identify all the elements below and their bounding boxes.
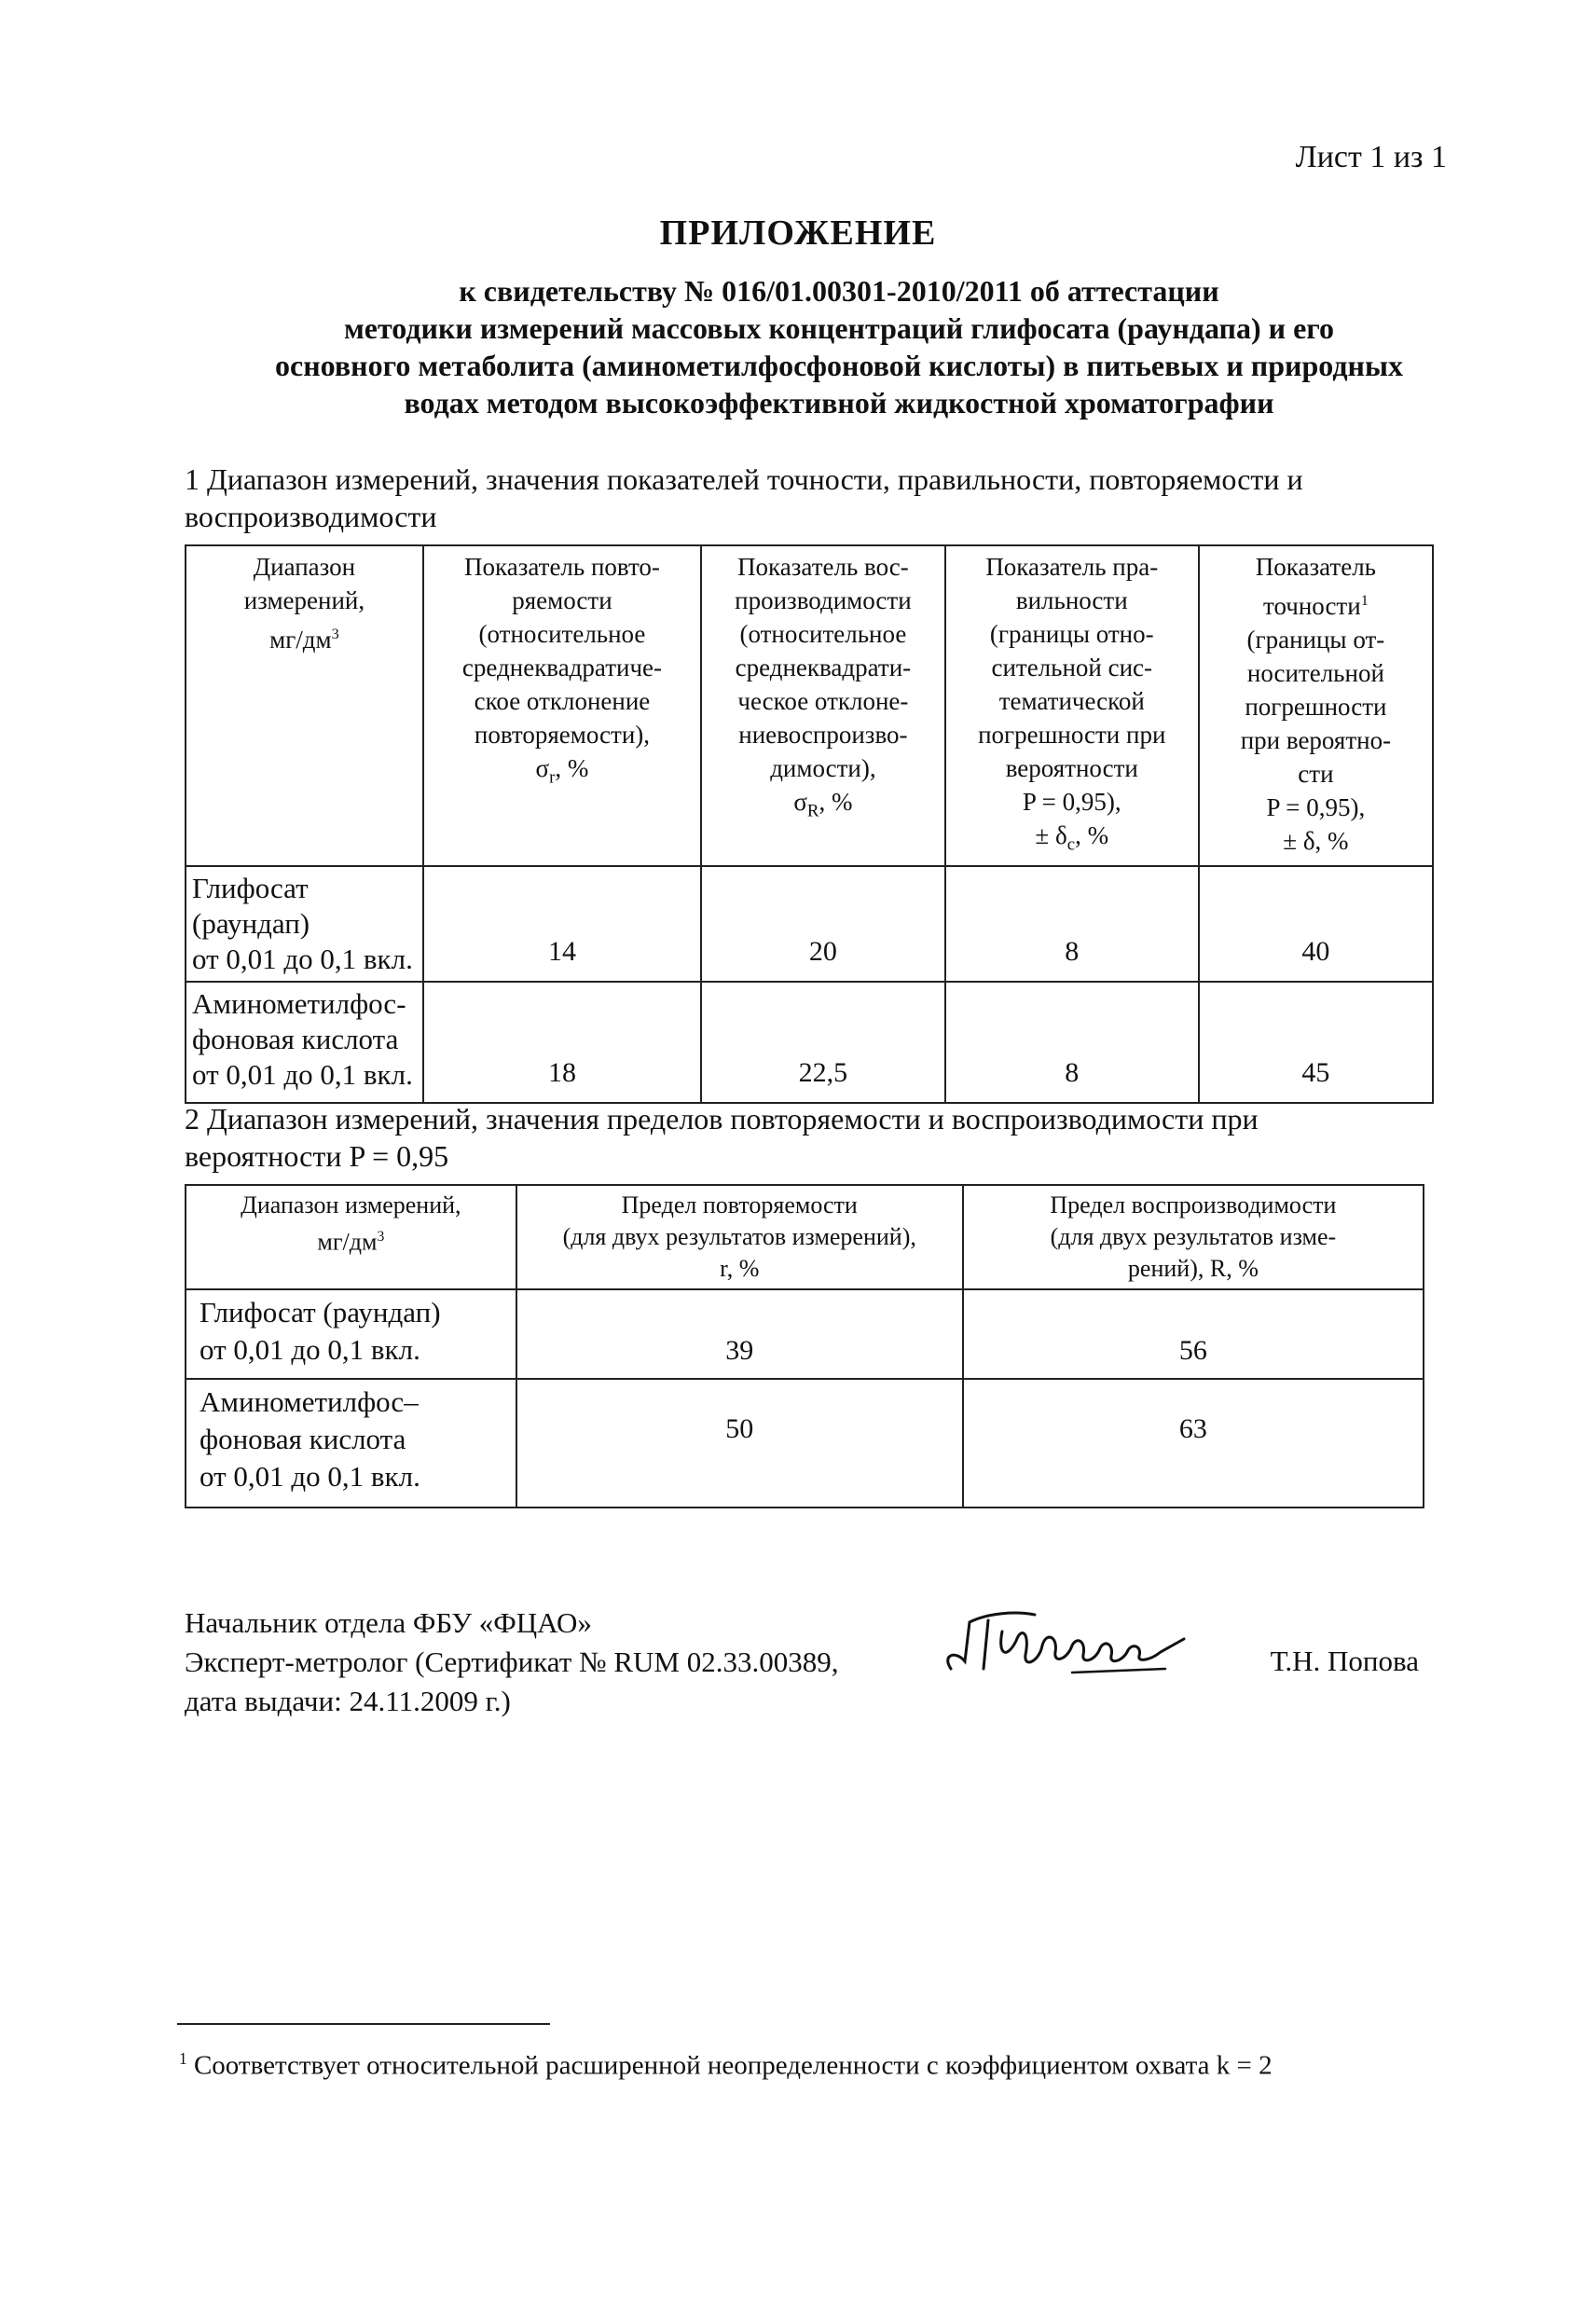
header-line: ниевоспроизво- <box>738 721 908 749</box>
header-sub: R <box>806 801 819 821</box>
value-cell: 39 <box>516 1289 963 1379</box>
header-sup: 3 <box>377 1229 385 1245</box>
header-line: вильности <box>1015 586 1128 614</box>
handwritten-signature <box>932 1604 1193 1692</box>
value-cell: 8 <box>945 866 1199 982</box>
header-line: Показатель вос- <box>737 553 909 581</box>
header-line: повторяемости), <box>474 721 651 749</box>
header-repeatability <box>423 545 701 866</box>
signature-drawing <box>932 1604 1193 1687</box>
value-cell: 63 <box>963 1379 1424 1508</box>
header-line: Предел повторяемости <box>621 1191 858 1218</box>
header-line: ческое отклоне- <box>737 687 909 715</box>
range-cell <box>186 1289 516 1379</box>
value-cell: 20 <box>701 866 945 982</box>
range-line: от 0,01 до 0,1 вкл. <box>200 1460 420 1493</box>
value-cell: 56 <box>963 1289 1424 1379</box>
limits-table <box>185 1184 1424 1508</box>
header-suffix: , % <box>1075 821 1109 849</box>
header-line: Диапазон измерений, <box>243 553 365 614</box>
signatory-name: Т.Н. Попова <box>1270 1645 1419 1677</box>
header-symbol: σ <box>793 788 807 816</box>
header-line: (относительное <box>739 620 907 648</box>
header-line: среднеквадратиче- <box>461 654 663 682</box>
range-line: фоновая кислота <box>192 1023 399 1056</box>
range-line: от 0,01 до 0,1 вкл. <box>200 1333 420 1366</box>
header-text: мг/дм <box>269 626 332 654</box>
table-row <box>186 1379 1424 1508</box>
header-line: вероятности <box>1005 754 1138 782</box>
header-line: (для двух результатов измерений), <box>562 1223 916 1250</box>
table-header-row <box>186 1185 1424 1289</box>
table-header-row <box>186 545 1433 866</box>
range-line: Аминометилфос- <box>192 987 406 1021</box>
header-line: погрешности при <box>978 721 1166 749</box>
header-line: r, % <box>720 1255 760 1282</box>
accuracy-table <box>185 544 1434 1104</box>
range-line: Глифосат (раундап) <box>192 872 310 941</box>
range-line: от 0,01 до 0,1 вкл. <box>192 1058 413 1092</box>
header-line: P = 0,95), <box>1022 788 1121 816</box>
footnote-text: Соответствует относительной расширенной неопределенности с коэффициентом охвата k = 2 <box>193 2050 1273 2081</box>
value-cell: 40 <box>1199 866 1433 982</box>
section2-heading-line: 2 Диапазон измерений, значения пределов повторяемости и воспроизводимости при <box>185 1102 1259 1136</box>
header-line: при вероятно- <box>1240 726 1392 754</box>
footnote-ref: 1 <box>1360 592 1369 609</box>
header-line <box>430 751 695 794</box>
value-cell: 18 <box>423 982 701 1103</box>
table-row <box>186 1289 1424 1379</box>
range-line: от 0,01 до 0,1 вкл. <box>192 943 413 976</box>
section2-heading-line: вероятности P = 0,95 <box>185 1139 449 1173</box>
value-cell: 14 <box>423 866 701 982</box>
header-text: мг/дм <box>317 1228 378 1256</box>
header-line: (для двух результатов изме- <box>1050 1223 1337 1250</box>
header-trueness <box>945 545 1199 866</box>
signatory-block <box>185 1604 839 1721</box>
signatory-line: Начальник отдела ФБУ «ФЦАО» <box>185 1606 592 1639</box>
header-line: (границы отно- <box>989 620 1154 648</box>
header-suffix: , % <box>819 788 853 816</box>
table-row <box>186 866 1433 982</box>
header-suffix: , % <box>555 754 589 782</box>
footnote-marker: 1 <box>179 2049 187 2068</box>
range-cell <box>186 982 423 1103</box>
header-line: сительной сис- <box>991 654 1153 682</box>
header-line: P = 0,95), <box>1266 793 1366 821</box>
header-sub: r <box>549 767 556 788</box>
header-line: носительной <box>1246 659 1384 687</box>
range-line: фоновая кислота <box>200 1423 406 1455</box>
section1-heading-line: воспроизводимости <box>185 500 437 533</box>
header-line <box>192 617 417 656</box>
header-accuracy <box>1199 545 1433 866</box>
header-line: сти <box>1298 760 1334 788</box>
header-line: Показатель пра- <box>985 553 1159 581</box>
header-line <box>192 1221 510 1259</box>
header-line: димости), <box>770 754 876 782</box>
header-line: тематической <box>998 687 1145 715</box>
header-line: рений), R, % <box>1127 1255 1259 1282</box>
header-line: ское отклонение <box>474 687 651 715</box>
section1-heading <box>185 461 1434 535</box>
header-line <box>1205 584 1426 623</box>
section1-heading-line: 1 Диапазон измерений, значения показателей точности, правильности, повторяемости и <box>185 462 1303 496</box>
signatory-line: дата выдачи: 24.11.2009 г.) <box>185 1685 511 1717</box>
header-text: точности <box>1263 592 1361 620</box>
page-title: ПРИЛОЖЕНИЕ <box>659 213 937 253</box>
subtitle-line: основного метаболита (аминометилфосфоновой кислоты) в питьевых и природных <box>275 349 1403 382</box>
subtitle-line: к свидетельству № 016/01.00301-2010/2011 об аттестации <box>459 274 1219 308</box>
header-line: (границы от- <box>1246 626 1385 654</box>
value-cell: 22,5 <box>701 982 945 1103</box>
header-range <box>186 545 423 866</box>
header-sub: c <box>1066 834 1076 855</box>
section2-heading <box>185 1100 1434 1175</box>
value-cell: 50 <box>516 1379 963 1508</box>
header-line: Показатель повто- <box>464 553 660 581</box>
page-subtitle <box>242 272 1436 421</box>
footnote <box>179 2049 1273 2082</box>
sheet-number: Лист 1 из 1 <box>1295 140 1447 174</box>
header-line <box>952 819 1192 861</box>
subtitle-line: методики измерений массовых концентраций глифосата (раундапа) и его <box>343 311 1335 345</box>
signatory-line: Эксперт-метролог (Сертификат № RUM 02.33.00389, <box>185 1645 839 1678</box>
header-range <box>186 1185 516 1289</box>
range-line: Глифосат (раундап) <box>200 1296 441 1329</box>
header-line: Диапазон измерений, <box>241 1191 461 1218</box>
footnote-divider <box>177 2023 550 2025</box>
subtitle-line: водах методом высокоэффективной жидкостной хроматографии <box>404 386 1274 420</box>
header-line: производимости <box>735 586 912 614</box>
header-reproducibility <box>701 545 945 866</box>
range-cell <box>186 1379 516 1508</box>
header-line: среднеквадрати- <box>735 654 912 682</box>
header-reproducibility-limit <box>963 1185 1424 1289</box>
range-cell <box>186 866 423 982</box>
header-line: Показатель <box>1255 553 1376 581</box>
header-line: (относительное <box>478 620 646 648</box>
header-line <box>708 785 939 828</box>
header-symbol: ± δ <box>1035 821 1067 849</box>
header-sup: 3 <box>331 626 339 642</box>
header-line: погрешности <box>1245 693 1387 721</box>
header-symbol: σ <box>535 754 550 782</box>
header-repeatability-limit <box>516 1185 963 1289</box>
header-line: ± δ, % <box>1283 827 1349 855</box>
header-line: ряемости <box>512 586 612 614</box>
range-line: Аминометилфос– <box>200 1385 419 1418</box>
table-row <box>186 982 1433 1103</box>
value-cell: 45 <box>1199 982 1433 1103</box>
header-line: Предел воспроизводимости <box>1050 1191 1337 1218</box>
value-cell: 8 <box>945 982 1199 1103</box>
